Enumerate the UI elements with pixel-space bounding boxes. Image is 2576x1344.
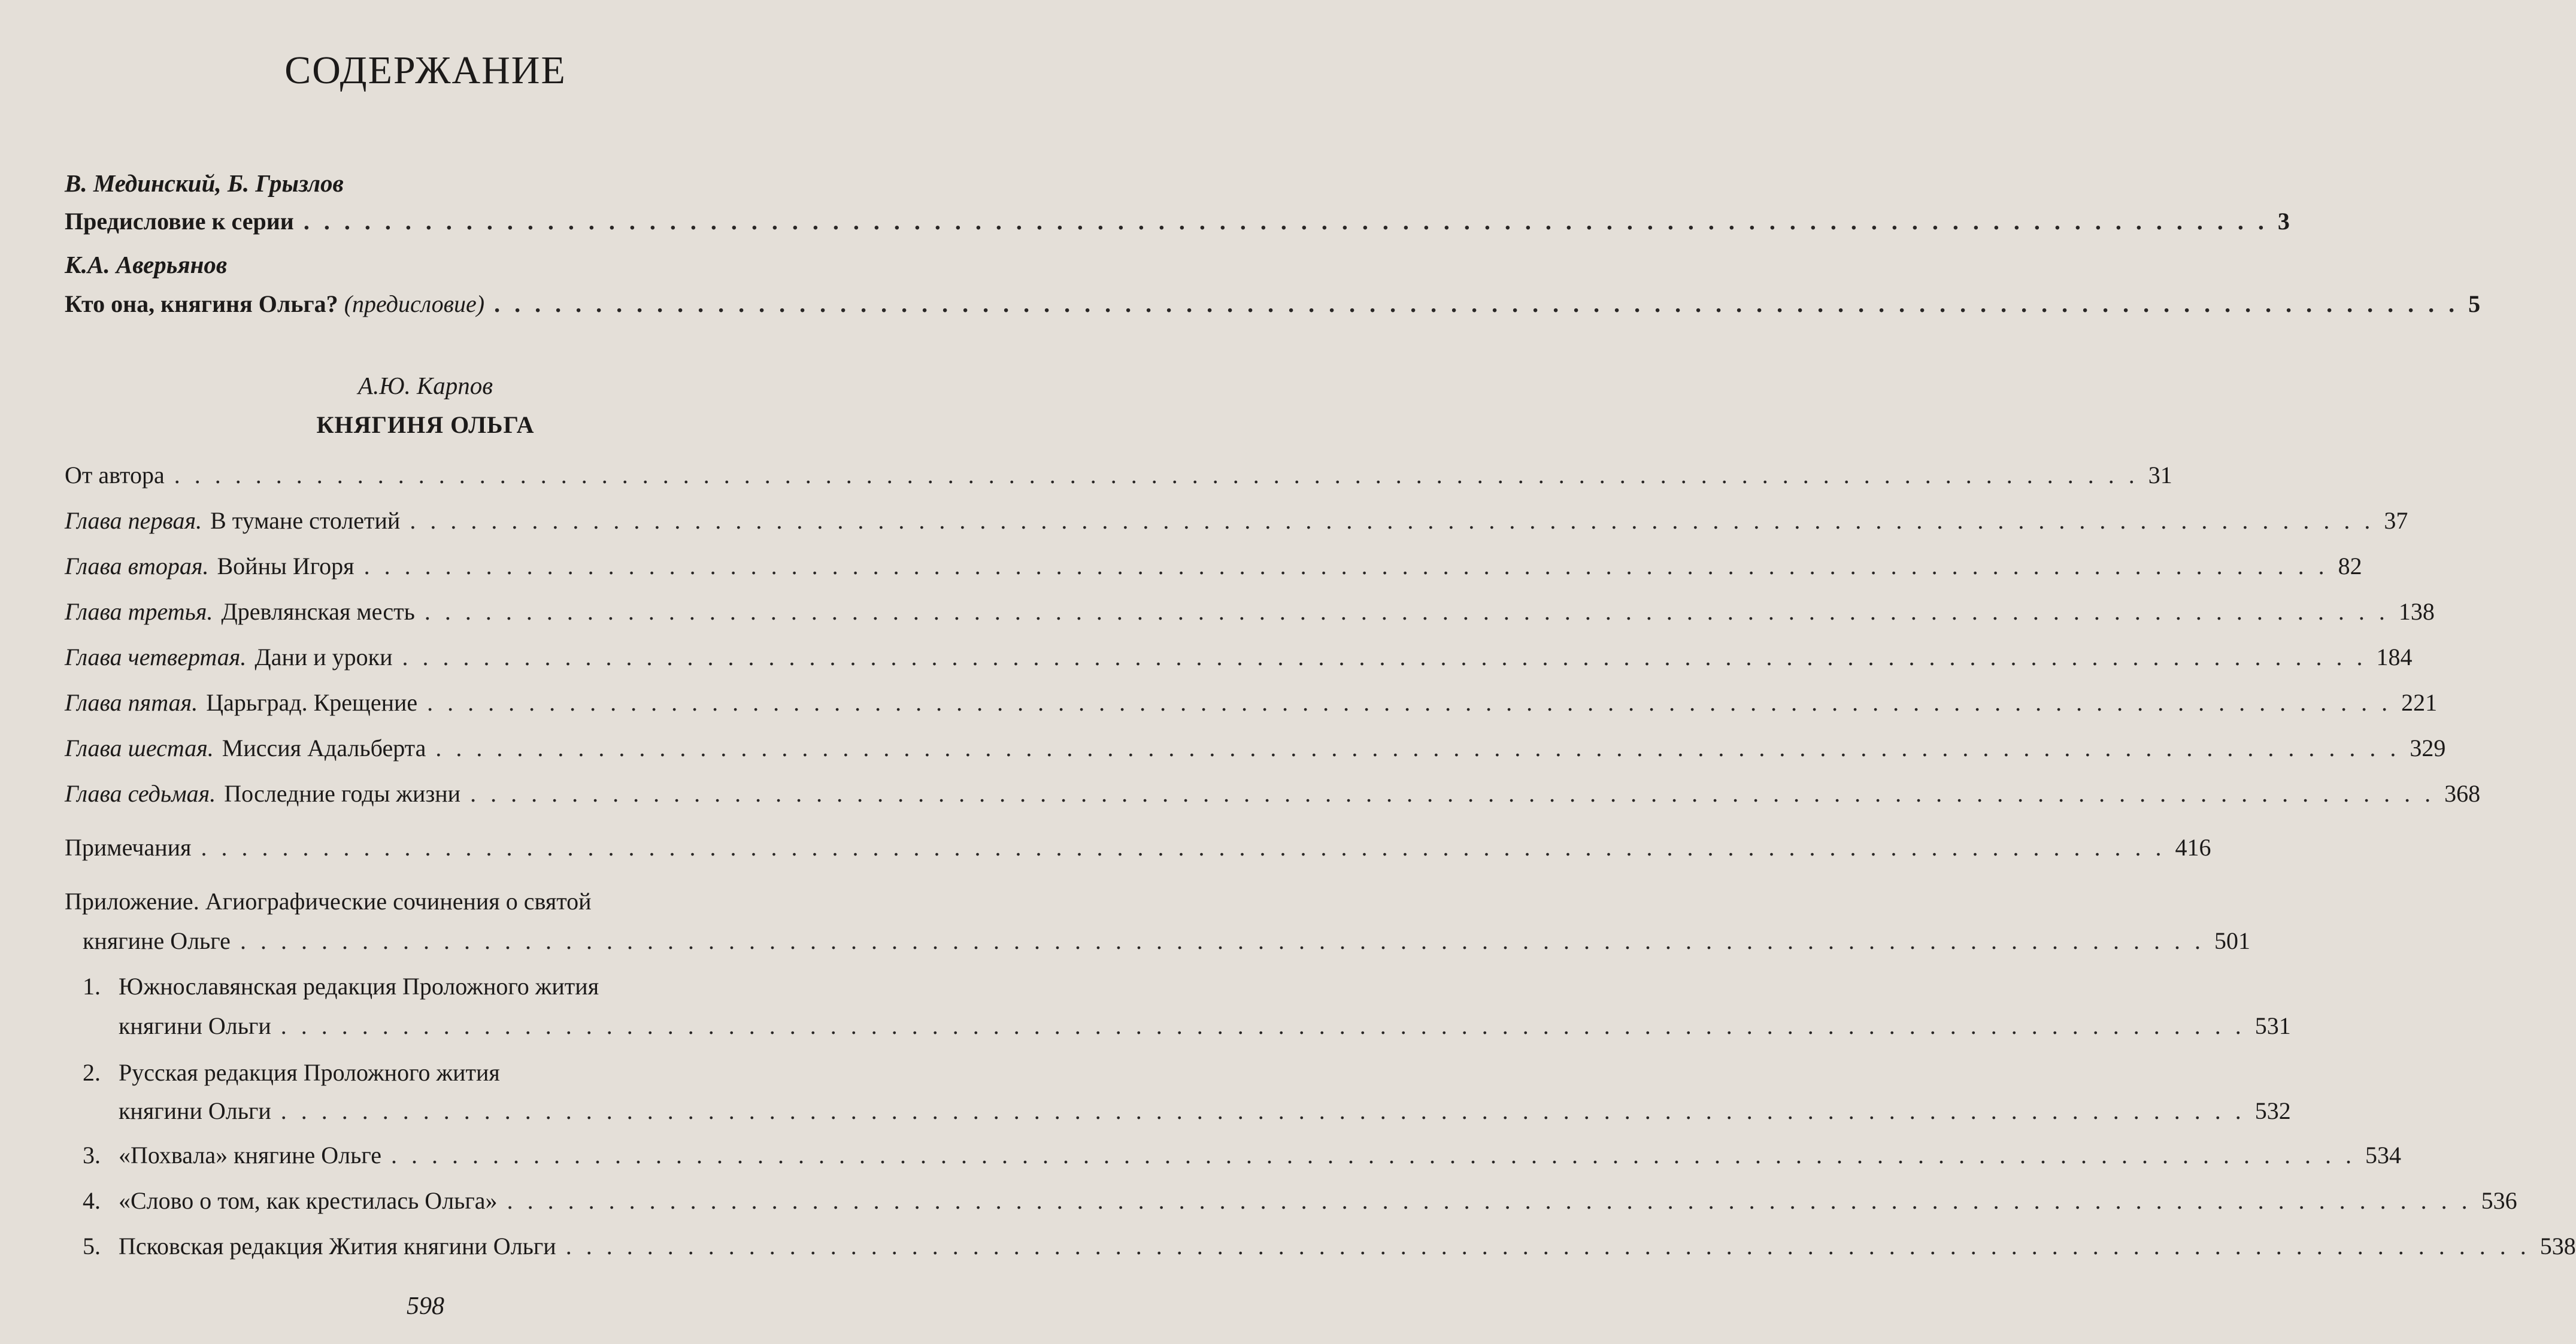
toc-entry-chapter-1[interactable] [65,506,2408,540]
chapter-label: Глава первая. [65,507,202,534]
entry-title: княгини Ольги [119,1012,271,1039]
appendix-title-line-1: Приложение. Агиографические сочинения о святой [65,888,592,915]
item-number: 2. [83,1059,101,1086]
dot-leader: . . . . . . . . . . . . . . . . . . . . . . . . . . . . . . . . . . . . . . . . . . . . . . . . . . . . . . . . . . . . . . . . . . . . . . . . . . . . . . . . . . . . . . . . . . . . . . . . . [402,644,2367,671]
dot-leader: . . . . . . . . . . . . . . . . . . . . . . . . . . . . . . . . . . . . . . . . . . . . . . . . . . . . . . . . . . . . . . . . . . . . . . . . . . . . . . . . . . . . . . . . . . . . . . . . . [410,507,2375,534]
toc-entry-appendix-4[interactable] [83,1187,2517,1220]
toc-entry-appendix-5[interactable] [83,1232,2576,1266]
toc-entry-chapter-2[interactable] [65,552,2362,585]
entry-title: «Слово о том, как крестилась Ольга» [119,1187,498,1214]
appendix-item-2-line-1 [83,1058,500,1087]
entry-page-number: 536 [2481,1187,2517,1214]
dot-leader: . . . . . . . . . . . . . . . . . . . . . . . . . . . . . . . . . . . . . . . . . . . . . . . . . . . . . . . . . . . . . . . . . . . . . . . . . . . . . . . . . . . . . . . . . . . . . . . . . [507,1187,2472,1214]
toc-entry-chapter-4[interactable] [65,643,2413,676]
page-title: СОДЕРЖАНИЕ [284,48,566,92]
entry-note: (предисловие) [344,290,485,317]
entry-page-number: 82 [2338,553,2362,580]
item-number: 1. [83,973,101,1000]
entry-title: Кто она, княгиня Ольга? [65,290,338,317]
chapter-label: Глава третья. [65,598,213,625]
series-preface-authors: В. Мединский, Б. Грызлов [65,169,344,197]
item-number: 4. [83,1187,101,1214]
toc-entry-appendix-3[interactable] [83,1141,2402,1175]
toc-entry-chapter-3[interactable] [65,597,2435,631]
dot-leader: . . . . . . . . . . . . . . . . . . . . . . . . . . . . . . . . . . . . . . . . . . . . . . . . . . . . . . . . . . . . . . . . . . . . . . . . . . . . . . . . . . . . . . . . . . . . . . . . . [280,1012,2245,1039]
dot-leader: . . . . . . . . . . . . . . . . . . . . . . . . . . . . . . . . . . . . . . . . . . . . . . . . . . . . . . . . . . . . . . . . . . . . . . . . . . . . . . . . . . . . . . . . . . . . . . . . . [565,1233,2530,1260]
entry-page-number: 138 [2398,598,2435,625]
dot-leader: . . . . . . . . . . . . . . . . . . . . . . . . . . . . . . . . . . . . . . . . . . . . . . . . . . . . . . . . . . . . . . . . . . . . . . . . . . . . . . . . . . . . . . . . . . . . . . . . . [280,1097,2245,1124]
entry-title: Псковская редакция Жития княгини Ольги [119,1233,556,1260]
entry-page-number: 329 [2410,735,2446,762]
toc-entry-chapter-6[interactable] [65,734,2446,767]
chapter-title: Миссия Адальберта [222,735,426,762]
book-title: КНЯГИНЯ ОЛЬГА [316,411,535,438]
item-title: Русская редакция Проложного жития [119,1059,500,1086]
toc-entry-series-preface[interactable] [65,207,2290,241]
entry-page-number: 368 [2444,780,2481,807]
chapter-label: Глава вторая. [65,553,209,580]
entry-title: княгине Ольге [83,927,231,954]
item-number: 3. [83,1142,101,1169]
entry-page-number: 501 [2214,927,2250,954]
entry-page-number: 538 [2539,1233,2576,1260]
toc-entry-book-preface[interactable] [65,290,2481,323]
chapter-label: Глава шестая. [65,735,214,762]
chapter-title: В тумане столетий [210,507,401,534]
dot-leader: . . . . . . . . . . . . . . . . . . . . . . . . . . . . . . . . . . . . . . . . . . . . . . . . . . . . . . . . . . . . . . . . . . . . . . . . . . . . . . . . . . . . . . . . . . . . . . . . . [391,1142,2356,1169]
page-number: 598 [407,1293,444,1320]
entry-page-number: 184 [2376,644,2413,671]
entry-page-number: 534 [2365,1142,2402,1169]
entry-title: «Похвала» княгине Ольге [119,1142,382,1169]
dot-leader: . . . . . . . . . . . . . . . . . . . . . . . . . . . . . . . . . . . . . . . . . . . . . . . . . . . . . . . . . . . . . . . . . . . . . . . . . . . . . . . . . . . . . . . . . . . . . . . . . [470,780,2435,807]
dot-leader: . . . . . . . . . . . . . . . . . . . . . . . . . . . . . . . . . . . . . . . . . . . . . . . . . . . . . . . . . . . . . . . . . . . . . . . . . . . . . . . . . . . . . . . . . . . . . . . . . [424,598,2389,625]
entry-page-number: 31 [2148,462,2172,489]
entry-page-number: 221 [2401,689,2438,716]
dot-leader: . . . . . . . . . . . . . . . . . . . . . . . . . . . . . . . . . . . . . . . . . . . . . . . . . . . . . . . . . . . . . . . . . . . . . . . . . . . . . . . . . . . . . . . . . . . . . . . . . [363,553,2329,580]
chapter-title: Последние годы жизни [224,780,461,807]
dot-leader: . . . . . . . . . . . . . . . . . . . . . . . . . . . . . . . . . . . . . . . . . . . . . . . . . . . . . . . . . . . . . . . . . . . . . . . . . . . . . . . . . . . . . . . . . . . . . . . . . [494,290,2459,317]
item-number: 5. [83,1233,101,1260]
entry-page-number: 3 [2277,208,2290,235]
dot-leader: . . . . . . . . . . . . . . . . . . . . . . . . . . . . . . . . . . . . . . . . . . . . . . . . . . . . . . . . . . . . . . . . . . . . . . . . . . . . . . . . . . . . . . . . . . . . . . . . . [303,208,2268,235]
entry-title: От автора [65,462,165,489]
entry-page-number: 532 [2254,1097,2291,1124]
entry-title: княгини Ольги [119,1097,271,1124]
chapter-label: Глава пятая. [65,689,198,716]
toc-entry-chapter-5[interactable] [65,688,2438,722]
toc-entry-appendix-1[interactable] [119,1012,2291,1045]
toc-entry-appendix-2[interactable] [119,1097,2291,1130]
toc-entry-appendix[interactable] [83,927,2250,960]
toc-entry-from-author[interactable] [65,461,2172,494]
appendix-item-1-line-1 [83,972,599,1000]
chapter-title: Дани и уроки [254,644,393,671]
entry-page-number: 37 [2384,507,2408,534]
toc-entry-chapter-7[interactable] [65,779,2481,813]
main-author: А.Ю. Карпов [357,372,493,399]
dot-leader: . . . . . . . . . . . . . . . . . . . . . . . . . . . . . . . . . . . . . . . . . . . . . . . . . . . . . . . . . . . . . . . . . . . . . . . . . . . . . . . . . . . . . . . . . . . . . . . . . [201,834,2166,861]
item-title: Южнославянская редакция Проложного жития [119,973,599,1000]
chapter-title: Войны Игоря [217,553,354,580]
dot-leader: . . . . . . . . . . . . . . . . . . . . . . . . . . . . . . . . . . . . . . . . . . . . . . . . . . . . . . . . . . . . . . . . . . . . . . . . . . . . . . . . . . . . . . . . . . . . . . . . . [427,689,2392,716]
entry-title: Предисловие к серии [65,208,294,235]
dot-leader: . . . . . . . . . . . . . . . . . . . . . . . . . . . . . . . . . . . . . . . . . . . . . . . . . . . . . . . . . . . . . . . . . . . . . . . . . . . . . . . . . . . . . . . . . . . . . . . . . [240,927,2205,954]
book-preface-author: К.А. Аверьянов [65,251,228,278]
entry-page-number: 5 [2468,290,2481,317]
chapter-title: Древлянская месть [221,598,415,625]
entry-title: Примечания [65,834,192,861]
entry-page-number: 416 [2175,834,2211,861]
chapter-label: Глава четвертая. [65,644,247,671]
entry-page-number: 531 [2254,1012,2291,1039]
chapter-label: Глава седьмая. [65,780,216,807]
dot-leader: . . . . . . . . . . . . . . . . . . . . . . . . . . . . . . . . . . . . . . . . . . . . . . . . . . . . . . . . . . . . . . . . . . . . . . . . . . . . . . . . . . . . . . . . . . . . . . . . . [435,735,2401,762]
dot-leader: . . . . . . . . . . . . . . . . . . . . . . . . . . . . . . . . . . . . . . . . . . . . . . . . . . . . . . . . . . . . . . . . . . . . . . . . . . . . . . . . . . . . . . . . . . . . . . . . . [174,462,2139,489]
toc-entry-notes[interactable] [65,833,2211,867]
chapter-title: Царьград. Крещение [206,689,418,716]
